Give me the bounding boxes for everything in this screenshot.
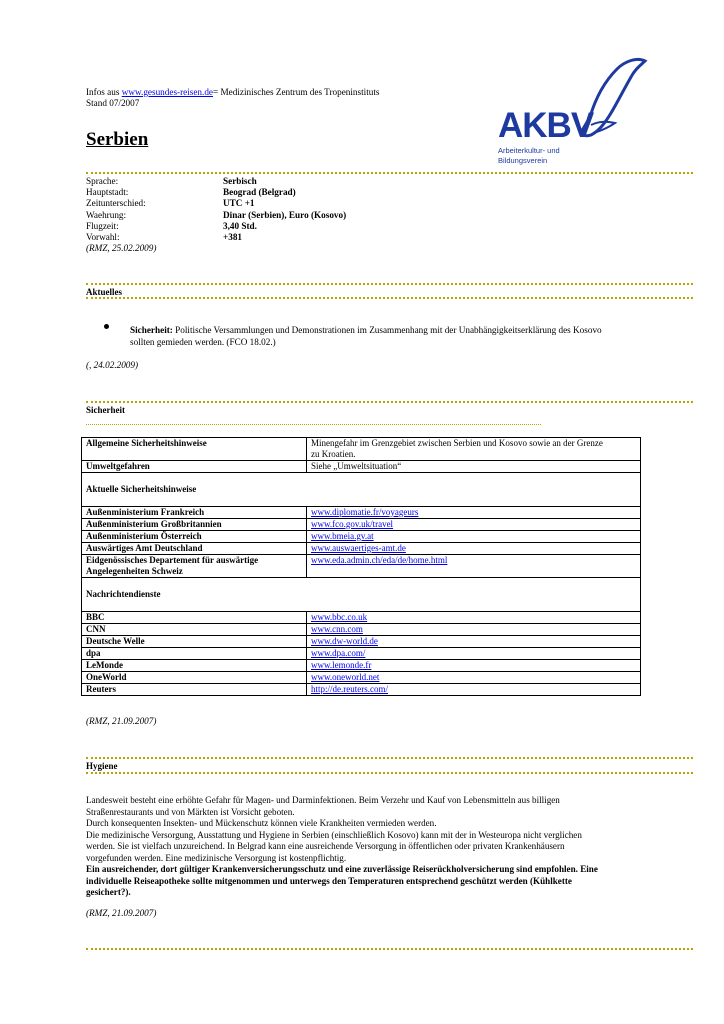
table-row [82, 647, 641, 659]
hygiene-bold-line: gesichert?). [86, 887, 131, 898]
logo-line-2: Bildungsverein [498, 156, 548, 165]
divider [86, 424, 541, 425]
divider [86, 948, 693, 950]
row-value [307, 647, 641, 659]
ministry-name: Außenministerium Großbritannien [82, 518, 307, 530]
info-value: Dinar (Serbien), Euro (Kosovo) [223, 209, 347, 220]
stand-date: Stand 07/2007 [86, 98, 140, 108]
row-value [307, 671, 641, 683]
source-line [86, 87, 379, 99]
info-value: 3,40 Std. [223, 220, 257, 231]
aktuelles-bullet [130, 325, 690, 337]
subheading: Aktuelle Sicherheitshinweise [82, 472, 641, 506]
security-table [81, 437, 641, 696]
divider [86, 401, 693, 403]
ministry-link[interactable]: www.fco.gov.uk/travel [311, 518, 394, 529]
news-link[interactable]: www.cnn.com [311, 623, 363, 634]
news-link[interactable]: www.dpa.com/ [311, 647, 366, 658]
section-title-sicherheit: Sicherheit [86, 405, 125, 415]
table-row [82, 530, 641, 542]
news-name: CNN [82, 623, 307, 635]
row-value [307, 623, 641, 635]
section-title-hygiene: Hygiene [86, 761, 118, 771]
table-row [82, 611, 641, 623]
sicherheit-source: (RMZ, 21.09.2007) [86, 716, 157, 726]
row-value [307, 518, 641, 530]
ministry-link[interactable]: www.eda.admin.ch/eda/de/home.html [311, 554, 448, 565]
row-value [307, 659, 641, 671]
hygiene-source: (RMZ, 21.09.2007) [86, 908, 157, 918]
table-row [82, 506, 641, 518]
row-label: Allgemeine Sicherheitshinweise [82, 438, 307, 461]
bullet-text: Politische Versammlungen und Demonstrationen im Zusammenhang mit der Unabhängigkeitserklärung des Kosovo [172, 325, 602, 335]
news-link[interactable]: www.dw-world.de [311, 635, 378, 646]
table-row [82, 542, 641, 554]
info-label: Waehrung: [86, 209, 127, 220]
ministry-name: Außenministerium Frankreich [82, 506, 307, 518]
info-row [86, 232, 346, 243]
info-row [86, 221, 346, 232]
row-value [307, 542, 641, 554]
source-prefix: Infos aus [86, 87, 122, 97]
ministry-name [82, 554, 307, 577]
row-value [307, 683, 641, 695]
hygiene-line: Durch konsequenten Insekten- und Mückenschutz können viele Krankheiten vermieden werden. [86, 818, 437, 829]
news-name: OneWorld [82, 671, 307, 683]
news-name: Deutsche Welle [82, 635, 307, 647]
info-row [86, 210, 346, 221]
info-label: Zeitunterschied: [86, 198, 146, 209]
news-name: BBC [82, 611, 307, 623]
news-link[interactable]: www.bbc.co.uk [311, 611, 368, 622]
table-row [82, 518, 641, 530]
source-suffix: = Medizinisches Zentrum des Tropeninstituts [213, 87, 380, 97]
divider [86, 772, 693, 774]
swiss-name-1: Eidgenössisches Departement für auswärtige [86, 554, 259, 565]
row-value [307, 530, 641, 542]
ministry-name: Auswärtiges Amt Deutschland [82, 542, 307, 554]
info-row [86, 187, 346, 198]
ministry-name: Außenministerium Österreich [82, 530, 307, 542]
table-row [82, 683, 641, 695]
table-row [82, 554, 641, 577]
news-link[interactable]: www.lemonde.fr [311, 659, 372, 670]
logo-line-1: Arbeiterkultur- und [498, 146, 560, 155]
subheading: Nachrichtendienste [82, 577, 641, 611]
country-info-source: (RMZ, 25.02.2009) [86, 243, 157, 254]
info-label: Sprache: [86, 176, 119, 186]
bullet-icon [104, 324, 109, 329]
general-text-1: Minengefahr im Grenzgebiet zwischen Serbien und Kosovo sowie an der Grenze [311, 438, 603, 448]
table-row [82, 671, 641, 683]
row-value [307, 635, 641, 647]
swiss-name-2: Angelegenheiten Schweiz [86, 565, 183, 576]
logo-wordmark: AKBV [498, 106, 594, 145]
info-value: UTC +1 [223, 198, 255, 209]
general-text-2: zu Kroatien. [311, 448, 356, 459]
table-row [82, 438, 641, 461]
ministry-link[interactable]: www.auswaertiges-amt.de [311, 542, 406, 553]
hygiene-line: vorgefunden werden. Eine medizinische Versorgung ist kostenpflichtig. [86, 852, 347, 863]
news-name: dpa [82, 647, 307, 659]
info-label: Flugzeit: [86, 220, 119, 231]
hygiene-text [86, 795, 696, 899]
news-name: Reuters [82, 683, 307, 695]
divider [86, 172, 693, 174]
row-value [307, 554, 641, 577]
divider [86, 297, 693, 299]
row-value [307, 611, 641, 623]
table-row [82, 460, 641, 472]
page-title: Serbien [86, 129, 149, 150]
hygiene-bold-line: Ein ausreichender, dort gültiger Krankenversicherungsschutz und eine zuverlässige Reiserückholversicherung sind empfohlen. Eine [86, 864, 598, 875]
row-label: Umweltgefahren [82, 460, 307, 472]
row-value [307, 506, 641, 518]
row-value: Siehe „Umweltsituation“ [307, 460, 641, 472]
info-value: +381 [223, 231, 243, 242]
hygiene-line: werden. Sie ist vielfach unzureichend. In Belgrad kann eine ausreichende Versorgung in öffentlichen oder privaten Krankenhäusern [86, 841, 565, 852]
info-value: Serbisch [223, 176, 257, 186]
hygiene-line: Straßenrestaurants und von Märkten ist Vorsicht geboten. [86, 806, 295, 817]
news-name: LeMonde [82, 659, 307, 671]
info-label: Vorwahl: [86, 231, 120, 242]
ministry-link[interactable]: www.bmeia.gv.at [311, 530, 374, 541]
table-row [82, 577, 641, 611]
info-row [86, 176, 346, 187]
info-label: Hauptstadt: [86, 187, 129, 198]
bullet-label: Sicherheit: [130, 325, 173, 335]
news-link[interactable]: www.oneworld.net [311, 671, 380, 682]
news-link[interactable]: http://de.reuters.com/ [311, 683, 388, 694]
section-title-aktuelles: Aktuelles [86, 287, 122, 297]
country-info [86, 176, 346, 254]
row-value [307, 438, 641, 461]
hygiene-bold-line: individuelle Reiseapotheke sollte mitgenommen und unterwegs den Temperaturen entsprechend geschützt werden (Kühlkette [86, 875, 572, 886]
hygiene-line: Landesweit besteht eine erhöhte Gefahr für Magen- und Darminfektionen. Beim Verzehr und Kauf von Lebensmitteln aus billigen [86, 795, 560, 805]
bullet-text-continued: sollten gemieden werden. (FCO 18.02.) [130, 337, 276, 347]
divider [86, 283, 693, 285]
info-value: Beograd (Belgrad) [223, 187, 296, 198]
hygiene-line: Die medizinische Versorgung, Ausstattung und Hygiene in Serbien (einschließlich Kosovo) kann mit der in Westeuropa nicht verglichen [86, 829, 582, 840]
aktuelles-source: (, 24.02.2009) [86, 360, 139, 370]
table-row [82, 635, 641, 647]
info-row [86, 198, 346, 209]
table-row [82, 659, 641, 671]
table-row [82, 472, 641, 506]
divider [86, 757, 693, 759]
source-link[interactable]: www.gesundes-reisen.de [121, 87, 213, 97]
table-row [82, 623, 641, 635]
ministry-link[interactable]: www.diplomatie.fr/voyageurs [311, 506, 419, 517]
